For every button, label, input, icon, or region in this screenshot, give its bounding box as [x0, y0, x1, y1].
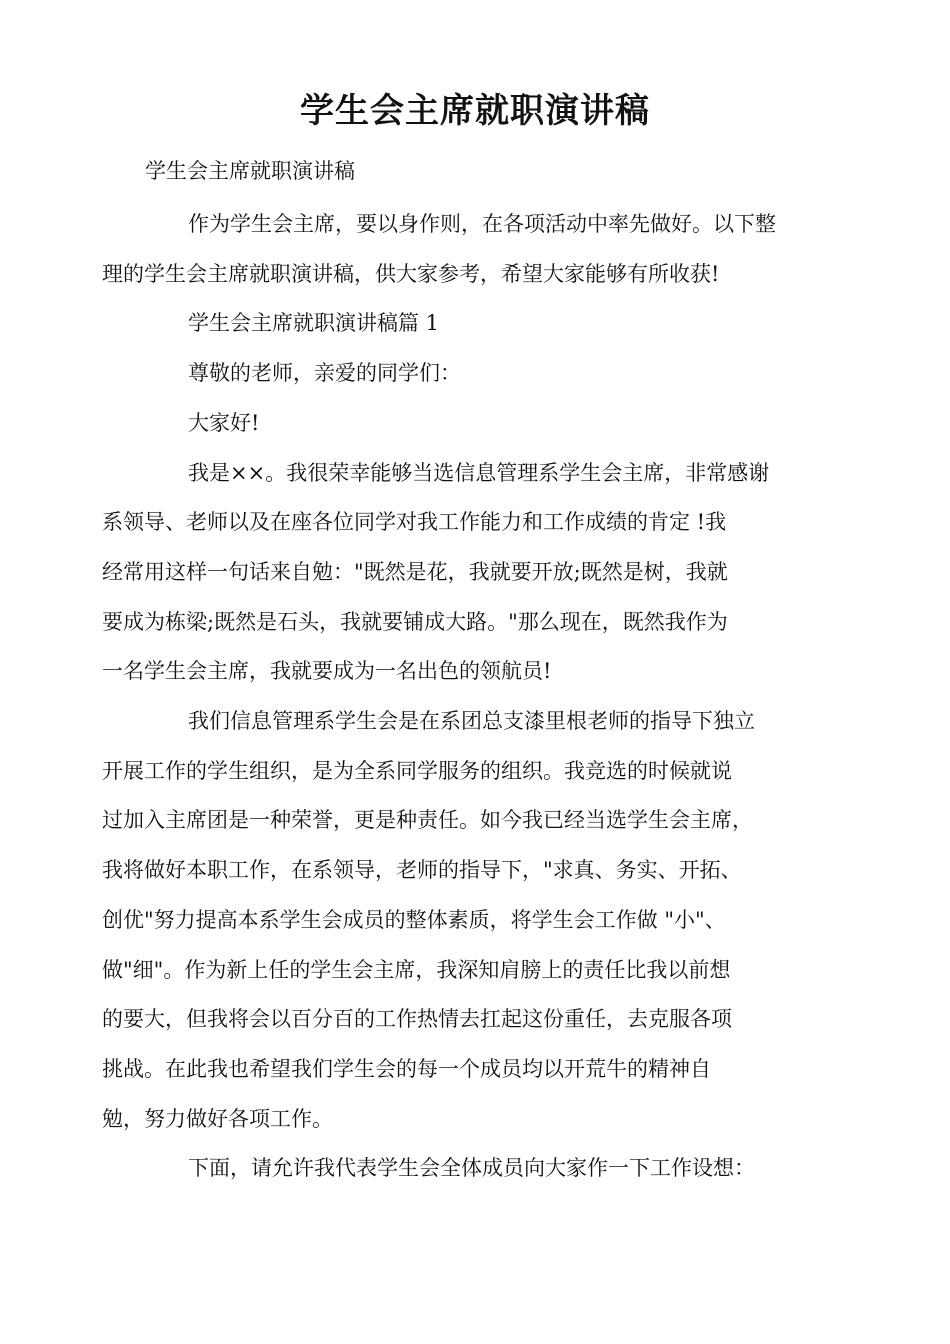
paragraph-line: 勉，努力做好各项工作。 — [102, 1106, 333, 1131]
paragraph-line: 学生会主席就职演讲稿篇 1 — [188, 311, 440, 336]
paragraph — [145, 349, 813, 399]
paragraph-line: 作为学生会主席，要以身作则，在各项活动中率先做好。以下整 — [188, 212, 776, 236]
paragraph-line: 我们信息管理系学生会是在系团总支漆里根老师的指导下独立 — [188, 709, 755, 734]
paragraph — [102, 449, 813, 698]
document-title: 学生会主席就职演讲稿 — [300, 91, 650, 131]
paragraph-line: 一名学生会主席，我就要成为一名出色的领航员! — [102, 659, 552, 684]
paragraph-line: 创优"努力提高本系学生会成员的整体素质，将学生会工作做 "小"、 — [102, 907, 726, 932]
document-subtitle: 学生会主席就职演讲稿 — [145, 159, 355, 183]
paragraph-line: 下面，请允许我代表学生会全体成员向大家作一下工作设想： — [188, 1156, 755, 1181]
paragraph-line: 系领导、老师以及在座各位同学对我工作能力和工作成绩的肯定 !我 — [102, 510, 727, 535]
paragraph-line: 开展工作的学生组织，是为全系同学服务的组织。我竞选的时候就说 — [102, 758, 732, 783]
paragraph-line: 经常用这样一句话来自勉："既然是花，我就要开放;既然是树，我就 — [102, 559, 728, 584]
paragraph-line: 做"细"。作为新上任的学生会主席，我深知肩膀上的责任比我以前想 — [102, 957, 731, 982]
paragraph-line: 我是××。我很荣幸能够当选信息管理系学生会主席，非常感谢 — [188, 460, 770, 485]
document-body — [102, 200, 813, 1194]
paragraph-line: 过加入主席团是一种荣誉，更是种责任。如今我已经当选学生会主席， — [102, 808, 753, 833]
paragraph — [102, 200, 813, 299]
paragraph-line: 理的学生会主席就职演讲稿，供大家参考，希望大家能够有所收获! — [102, 261, 720, 286]
paragraph-line: 尊敬的老师，亲爱的同学们： — [188, 361, 461, 386]
paragraph — [145, 299, 813, 349]
paragraph-line: 要成为栋梁;既然是石头，我就要铺成大路。"那么现在，既然我作为 — [102, 609, 728, 634]
paragraph-line: 我将做好本职工作，在系领导，老师的指导下，"求真、务实、开拓、 — [102, 858, 742, 883]
paragraph — [145, 1144, 813, 1194]
paragraph — [102, 697, 813, 1144]
paragraph — [145, 399, 813, 449]
paragraph-line: 的要大，但我将会以百分百的工作热情去扛起这份重任，去克服各项 — [102, 1007, 732, 1032]
paragraph-line: 挑战。在此我也希望我们学生会的每一个成员均以开荒牛的精神自 — [102, 1056, 711, 1081]
paragraph-line: 大家好! — [188, 410, 260, 435]
